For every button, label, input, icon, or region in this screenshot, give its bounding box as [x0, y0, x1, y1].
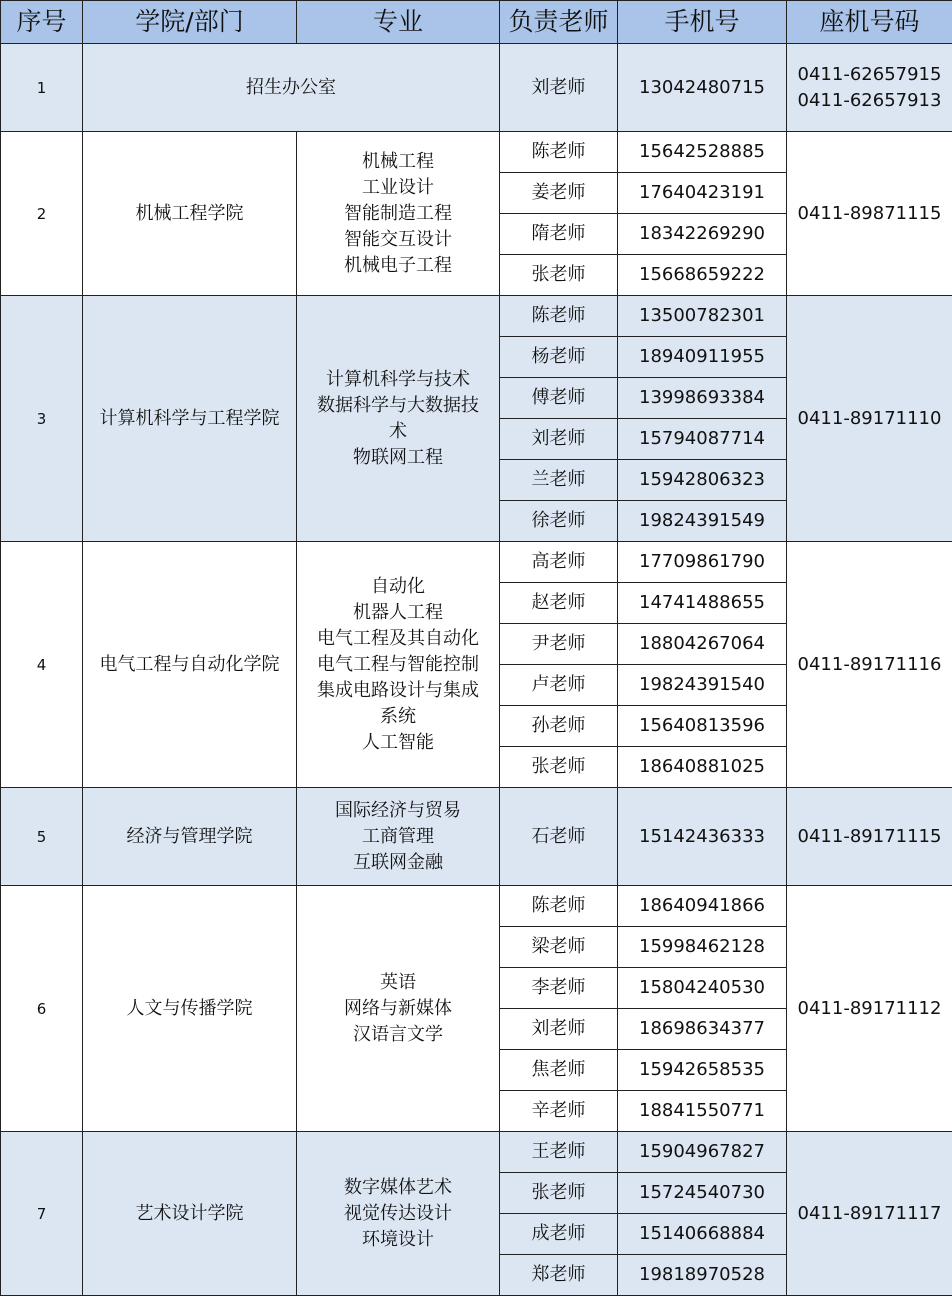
mobile-number: 13042480715 [618, 44, 787, 132]
mobile-number: 17640423191 [618, 173, 787, 214]
majors-cell [297, 542, 500, 788]
major-line: 汉语言文学 [353, 1023, 443, 1045]
landline-cell [787, 1132, 952, 1296]
table-row [1, 886, 952, 927]
table-row [1, 788, 952, 886]
mobile-number: 15942658535 [618, 1050, 787, 1091]
majors-cell [297, 886, 500, 1132]
teacher-name: 李老师 [500, 968, 618, 1009]
mobile-number: 15142436333 [618, 788, 787, 886]
major-line: 物联网工程 [353, 446, 443, 468]
mobile-number: 15640813596 [618, 706, 787, 747]
dept-cell: 经济与管理学院 [83, 788, 297, 886]
teacher-name: 石老师 [500, 788, 618, 886]
teacher-name: 隋老师 [500, 214, 618, 255]
teacher-name: 张老师 [500, 255, 618, 296]
table-row [1, 1132, 952, 1173]
majors-cell [297, 296, 500, 542]
table-row [1, 542, 952, 583]
teacher-name: 傅老师 [500, 378, 618, 419]
seq-cell: 1 [1, 44, 83, 132]
mobile-number: 15724540730 [618, 1173, 787, 1214]
teacher-name: 张老师 [500, 1173, 618, 1214]
landline-cell [787, 886, 952, 1132]
mobile-number: 18940911955 [618, 337, 787, 378]
mobile-number: 15904967827 [618, 1132, 787, 1173]
teacher-name: 梁老师 [500, 927, 618, 968]
major-line: 术 [389, 420, 407, 442]
mobile-number: 18841550771 [618, 1091, 787, 1132]
teacher-name: 刘老师 [500, 44, 618, 132]
major-line: 工业设计 [362, 176, 434, 198]
teacher-name: 刘老师 [500, 419, 618, 460]
teacher-name: 高老师 [500, 542, 618, 583]
teacher-name: 辛老师 [500, 1091, 618, 1132]
major-line: 计算机科学与技术 [326, 368, 470, 390]
landline-number: 0411-89171116 [797, 653, 942, 675]
teacher-name: 陈老师 [500, 132, 618, 173]
teacher-name: 张老师 [500, 747, 618, 788]
major-line: 英语 [380, 971, 416, 993]
mobile-number: 15794087714 [618, 419, 787, 460]
header-teacher: 负责老师 [500, 1, 618, 44]
header-row [1, 1, 952, 44]
teacher-name: 赵老师 [500, 583, 618, 624]
mobile-number: 18804267064 [618, 624, 787, 665]
mobile-number: 18640881025 [618, 747, 787, 788]
landline-number: 0411-89171110 [797, 407, 942, 429]
dept-cell: 艺术设计学院 [83, 1132, 297, 1296]
majors-cell [297, 788, 500, 886]
majors-cell [297, 1132, 500, 1296]
major-line: 智能制造工程 [344, 202, 452, 224]
mobile-number: 18640941866 [618, 886, 787, 927]
teacher-name: 成老师 [500, 1214, 618, 1255]
teacher-name: 孙老师 [500, 706, 618, 747]
teacher-name: 陈老师 [500, 296, 618, 337]
major-line: 数据科学与大数据技 [317, 394, 479, 416]
mobile-number: 19824391540 [618, 665, 787, 706]
seq-cell: 4 [1, 542, 83, 788]
major-line: 互联网金融 [353, 851, 443, 873]
mobile-number: 15804240530 [618, 968, 787, 1009]
major-line: 电气工程及其自动化 [317, 627, 479, 649]
mobile-number: 14741488655 [618, 583, 787, 624]
mobile-number: 15998462128 [618, 927, 787, 968]
seq-cell: 6 [1, 886, 83, 1132]
major-line: 工商管理 [362, 825, 434, 847]
major-line: 环境设计 [362, 1228, 434, 1250]
major-line: 机械工程 [362, 150, 434, 172]
teacher-name: 郑老师 [500, 1255, 618, 1296]
majors-cell [297, 132, 500, 296]
header-mobile: 手机号 [618, 1, 787, 44]
header-landline: 座机号码 [787, 1, 952, 44]
header-seq: 序号 [1, 1, 83, 44]
landline-number: 0411-89171115 [797, 825, 942, 847]
dept-cell: 招生办公室 [83, 44, 500, 132]
major-line: 网络与新媒体 [344, 997, 452, 1019]
mobile-number: 19818970528 [618, 1255, 787, 1296]
teacher-name: 王老师 [500, 1132, 618, 1173]
seq-cell: 3 [1, 296, 83, 542]
mobile-number: 15642528885 [618, 132, 787, 173]
mobile-number: 19824391549 [618, 501, 787, 542]
major-line: 电气工程与智能控制 [317, 653, 479, 675]
major-line: 机器人工程 [353, 601, 443, 623]
landline-cell [787, 788, 952, 886]
major-line: 智能交互设计 [344, 228, 452, 250]
major-line: 人工智能 [362, 731, 434, 753]
teacher-name: 陈老师 [500, 886, 618, 927]
mobile-number: 18342269290 [618, 214, 787, 255]
landline-number: 0411-89171117 [797, 1202, 942, 1224]
table-row [1, 44, 952, 132]
major-line: 国际经济与贸易 [335, 799, 461, 821]
mobile-number: 15668659222 [618, 255, 787, 296]
major-line: 数字媒体艺术 [344, 1176, 452, 1198]
teacher-name: 杨老师 [500, 337, 618, 378]
dept-cell: 计算机科学与工程学院 [83, 296, 297, 542]
landline-number: 0411-62657915 [797, 63, 942, 85]
landline-cell [787, 542, 952, 788]
mobile-number: 13500782301 [618, 296, 787, 337]
seq-cell: 2 [1, 132, 83, 296]
teacher-name: 卢老师 [500, 665, 618, 706]
teacher-name: 焦老师 [500, 1050, 618, 1091]
mobile-number: 15140668884 [618, 1214, 787, 1255]
teacher-name: 徐老师 [500, 501, 618, 542]
seq-cell: 5 [1, 788, 83, 886]
dept-cell: 机械工程学院 [83, 132, 297, 296]
mobile-number: 13998693384 [618, 378, 787, 419]
landline-number: 0411-62657913 [797, 89, 942, 111]
mobile-number: 18698634377 [618, 1009, 787, 1050]
major-line: 机械电子工程 [344, 254, 452, 276]
table-body [1, 44, 952, 1296]
major-line: 视觉传达设计 [344, 1202, 452, 1224]
landline-cell [787, 296, 952, 542]
mobile-number: 15942806323 [618, 460, 787, 501]
major-line: 集成电路设计与集成 [317, 679, 479, 701]
landline-cell [787, 132, 952, 296]
seq-cell: 7 [1, 1132, 83, 1296]
dept-cell: 人文与传播学院 [83, 886, 297, 1132]
teacher-name: 刘老师 [500, 1009, 618, 1050]
major-line: 系统 [380, 705, 416, 727]
table-row [1, 132, 952, 173]
landline-cell [787, 44, 952, 132]
landline-number: 0411-89871115 [797, 202, 942, 224]
mobile-number: 17709861790 [618, 542, 787, 583]
table-row [1, 296, 952, 337]
dept-cell: 电气工程与自动化学院 [83, 542, 297, 788]
teacher-name: 兰老师 [500, 460, 618, 501]
teacher-name: 尹老师 [500, 624, 618, 665]
teacher-name: 姜老师 [500, 173, 618, 214]
landline-number: 0411-89171112 [797, 997, 942, 1019]
header-major: 专业 [297, 1, 500, 44]
header-dept: 学院/部门 [83, 1, 297, 44]
major-line: 自动化 [371, 575, 425, 597]
